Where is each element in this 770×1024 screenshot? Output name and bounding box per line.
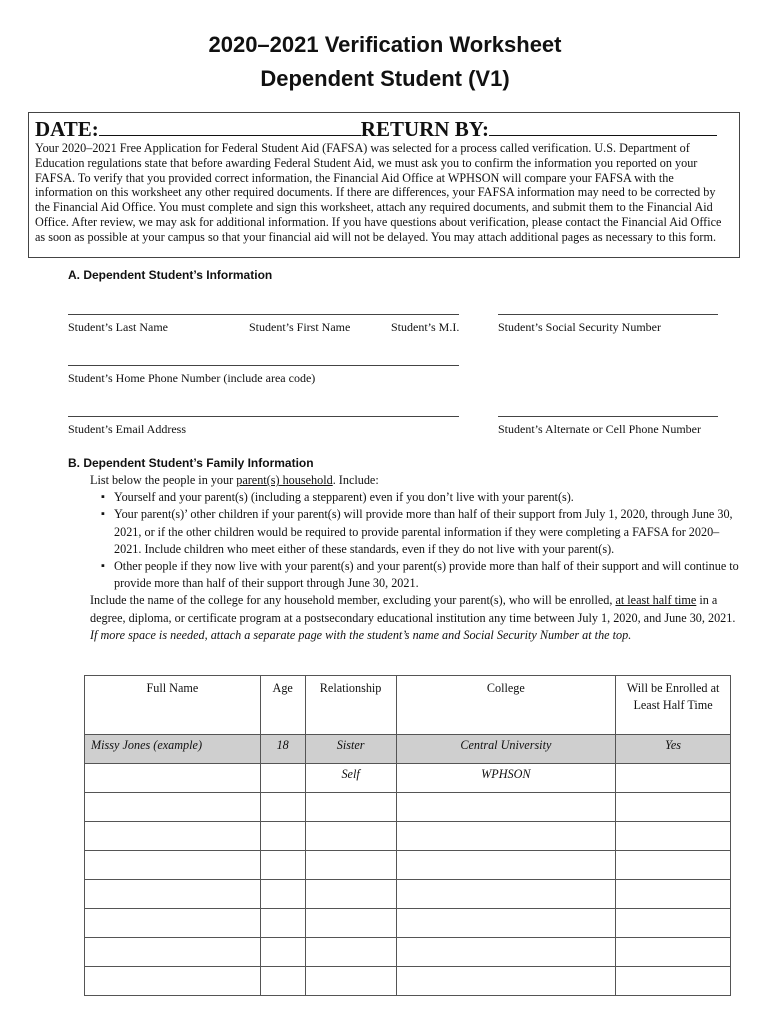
cell-college[interactable] [396,851,616,880]
cell-age: 18 [260,735,305,764]
include-list [90,489,740,592]
return-by-field[interactable] [489,117,717,136]
worksheet-subtitle: Dependent Student (V1) [260,66,510,91]
cell-college[interactable] [396,880,616,909]
table-row [85,822,731,851]
cell-full-name: Missy Jones (example) [85,735,261,764]
alt-phone-line[interactable] [498,416,718,417]
cell-full-name[interactable] [85,967,261,996]
cell-college[interactable] [396,967,616,996]
cell-relationship[interactable] [305,793,396,822]
col-header-relationship: Relationship [305,676,396,735]
date-field[interactable] [99,117,361,136]
family-instructions [90,472,740,644]
cell-enrolled[interactable] [616,822,731,851]
cell-college[interactable] [396,938,616,967]
email-line[interactable] [68,416,459,417]
section-b-heading: B. Dependent Student’s Family Information [68,456,314,470]
cell-enrolled[interactable] [616,764,731,793]
cell-enrolled[interactable] [616,967,731,996]
student-name-line[interactable] [68,314,459,315]
cell-full-name[interactable] [85,822,261,851]
cell-enrolled[interactable] [616,909,731,938]
table-header-row [85,676,731,735]
cell-college: Central University [396,735,616,764]
date-label: DATE: [35,117,99,141]
cell-relationship[interactable] [305,938,396,967]
household-intro: List below the people in your parent(s) household. Include: [90,473,379,487]
cell-college[interactable] [396,909,616,938]
date-box [28,112,740,258]
cell-age[interactable] [260,938,305,967]
cell-full-name[interactable] [85,764,261,793]
worksheet-title: 2020–2021 Verification Worksheet [208,32,562,57]
cell-enrolled[interactable] [616,851,731,880]
table-row [85,793,731,822]
cell-age[interactable] [260,793,305,822]
cell-relationship[interactable] [305,880,396,909]
cell-relationship[interactable] [305,822,396,851]
col-header-age: Age [260,676,305,735]
table-row [85,851,731,880]
cell-enrolled[interactable] [616,880,731,909]
cell-relationship: Self [305,764,396,793]
list-item: ▪ Your parent(s)’ other children if your parent(s) will provide more than half of their support from July 1, 2020, through June 30, 2021, or if the other children would be required to provide parental information if they were completing a FAFSA for 2020–2021. Include children who meet either of these standards, even if they do not live with your parent(s). [114,506,740,558]
col-header-enrolled: Will be Enrolled at Least Half Time [616,676,731,735]
cell-full-name[interactable] [85,851,261,880]
middle-initial-label: Student’s M.I. [391,320,460,334]
cell-relationship: Sister [305,735,396,764]
cell-enrolled[interactable] [616,793,731,822]
date-return-line [35,117,717,142]
cell-full-name[interactable] [85,909,261,938]
cell-college: WPHSON [396,764,616,793]
cell-full-name[interactable] [85,880,261,909]
cell-age[interactable] [260,822,305,851]
cell-age[interactable] [260,909,305,938]
first-name-label: Student’s First Name [249,320,351,334]
last-name-label: Student’s Last Name [68,320,168,334]
col-header-full-name: Full Name [85,676,261,735]
cell-enrolled[interactable] [616,938,731,967]
ssn-label: Student’s Social Security Number [498,320,661,334]
cell-relationship[interactable] [305,851,396,880]
table-row [85,880,731,909]
cell-enrolled: Yes [616,735,731,764]
email-label: Student’s Email Address [68,422,186,436]
cell-full-name[interactable] [85,938,261,967]
home-phone-line[interactable] [68,365,459,366]
home-phone-label: Student’s Home Phone Number (include area code) [68,371,316,385]
list-item: ▪ Other people if they now live with your parent(s) and your parent(s) provide more than half of their support and will continue to provide more than half of their support through June 30, 2021. [114,558,740,592]
section-a-heading: A. Dependent Student’s Information [68,268,273,282]
table-row [85,938,731,967]
cell-college[interactable] [396,822,616,851]
cell-age[interactable] [260,880,305,909]
cell-age[interactable] [260,851,305,880]
college-instructions: Include the name of the college for any household member, excluding your parent(s), who will be enrolled, at least half time in a degree, diploma, or certificate program at a postsecondary educational institution any time between July 1, 2020, and June 30, 2021. If more space is needed, attach a separate page with the student’s name and Social Security Number at the top. [90,593,736,642]
table-row [85,735,731,764]
cell-relationship[interactable] [305,967,396,996]
list-item: ▪ Yourself and your parent(s) (including a stepparent) even if you don’t live with your parent(s). [114,489,740,506]
cell-relationship[interactable] [305,909,396,938]
cell-full-name[interactable] [85,793,261,822]
cell-college[interactable] [396,793,616,822]
cell-age[interactable] [260,967,305,996]
table-row [85,909,731,938]
col-header-college: College [396,676,616,735]
ssn-line[interactable] [498,314,718,315]
alt-phone-label: Student’s Alternate or Cell Phone Number [498,422,701,436]
verification-intro: Your 2020–2021 Free Application for Federal Student Aid (FAFSA) was selected for a process called verification. U.S. Department of Education regulations state that before awarding Federal Student Aid, we must ask you to confirm the information you reported on your FAFSA. To verify that you provided correct information, the Financial Aid Office at WPHSON will compare your FAFSA with the information on this worksheet any other required documents. If there are differences, your FAFSA information may need to be corrected by the Financial Aid Office. You must complete and sign this worksheet, attach any required documents, and submit them to the Financial Aid Office. After review, we may ask for additional information. If you have questions about verification, please contact the Financial Aid Office as soon as possible at your campus so that your financial aid will not be delayed. You may attach additional pages as necessary to this form. [35,141,722,244]
cell-age[interactable] [260,764,305,793]
table-row [85,764,731,793]
family-table [84,675,731,996]
return-by-label: RETURN BY: [360,117,489,141]
table-row [85,967,731,996]
